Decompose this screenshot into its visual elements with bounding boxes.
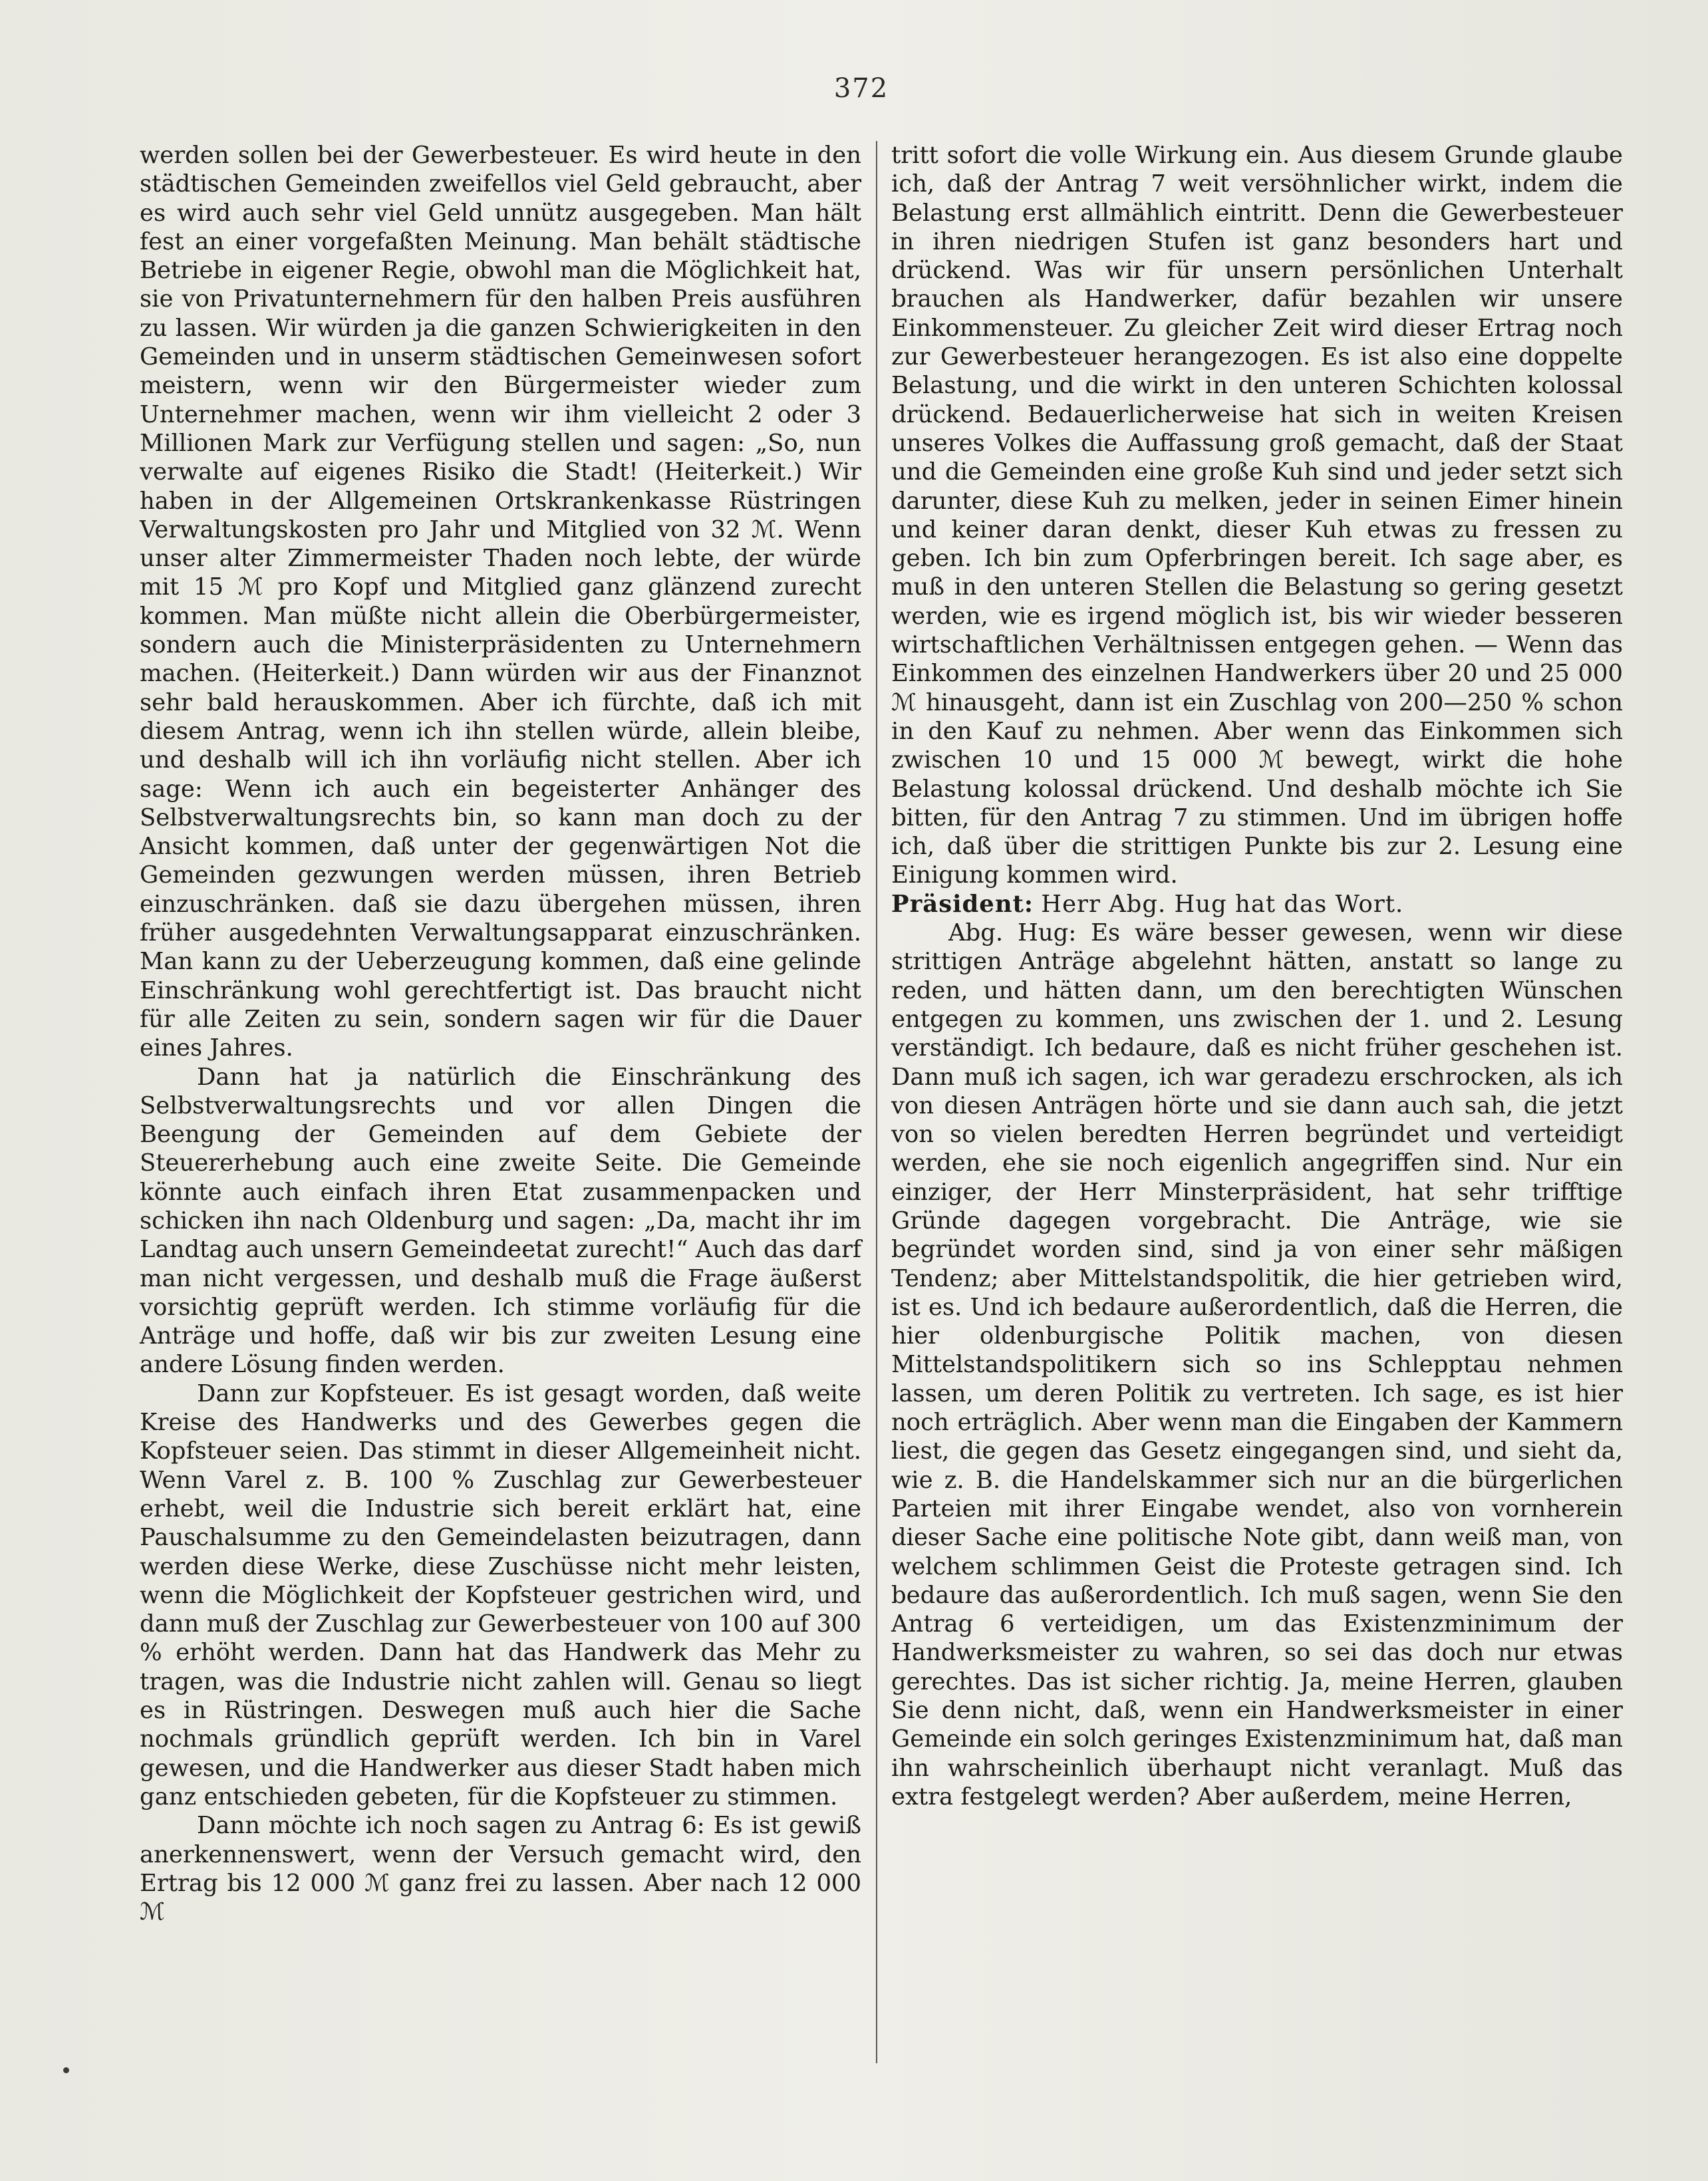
speaker-label: Präsident:	[891, 890, 1034, 918]
paragraph: Dann möchte ich noch sagen zu Antrag 6: Es ist gewiß anerkennenswert, wenn der Versuch gemacht wird, den Ertrag bis 12 000 ℳ ganz frei zu lassen. Aber nach 12 000 ℳ	[140, 1812, 861, 1926]
paragraph: Dann hat ja natürlich die Einschränkung des Selbstverwaltungsrechts und vor allen Dingen die Beengung der Gemeinden auf dem Gebiete der Steuererhebung auch eine zweite Seite. Die Gemeinde könnte auch einfach ihren Etat zusammenpacken und schicken ihn nach Oldenburg und sagen: „Da, macht ihr im Landtag auch unsern Gemeindeetat zurecht!“ Auch das darf man nicht vergessen, und deshalb muß die Frage äußerst vorsichtig geprüft werden. Ich stimme vorläufig für die Anträge und hoffe, daß wir bis zur zweiten Lesung eine andere Lösung finden werden.	[140, 1063, 861, 1379]
page-number: 372	[833, 73, 889, 104]
paragraph: tritt sofort die volle Wirkung ein. Aus diesem Grunde glaube ich, daß der Antrag 7 weit versöhnlicher wirkt, indem die Belastung erst allmählich eintritt. Denn die Gewerbesteuer in ihren niedrigen Stufen ist ganz besonders hart und drückend. Was wir für unsern persönlichen Unterhalt brauchen als Handwerker, dafür bezahlen wir unsere Einkommensteuer. Zu gleicher Zeit wird dieser Ertrag noch zur Gewerbesteuer herangezogen. Es ist also eine doppelte Belastung, und die wirkt in den unteren Schichten kolossal drückend. Bedauerlicherweise hat sich in weiten Kreisen unseres Volkes die Auffassung groß gemacht, daß der Staat und die Gemeinden eine große Kuh sind und jeder setzt sich darunter, diese Kuh zu melken, jeder in seinen Eimer hinein und keiner daran denkt, dieser Kuh etwas zu fressen zu geben. Ich bin zum Opferbringen bereit. Ich sage aber, es muß in den unteren Stellen die Belastung so gering gesetzt werden, wie es irgend möglich ist, bis wir wieder besseren wirtschaftlichen Verhältnissen entgegen gehen. — Wenn das Einkommen des einzelnen Handwerkers über 20 und 25 000 ℳ hinausgeht, dann ist ein Zuschlag von 200—250 % schon in den Kauf zu nehmen. Aber wenn das Einkommen sich zwischen 10 und 15 000 ℳ bewegt, wirkt die hohe Belastung kolossal drückend. Und deshalb möchte ich Sie bitten, für den Antrag 7 zu stimmen. Und im übrigen hoffe ich, daß über die strittigen Punkte bis zur 2. Lesung eine Einigung kommen wird.	[891, 142, 1623, 889]
right-column	[891, 141, 1623, 1811]
paragraph: werden sollen bei der Gewerbesteuer. Es wird heute in den städtischen Gemeinden zweifellos viel Geld gebraucht, aber es wird auch sehr viel Geld unnütz ausgegeben. Man hält fest an einer vorgefaßten Meinung. Man behält städtische Betriebe in eigener Regie, obwohl man die Möglichkeit hat, sie von Privatunternehmern für den halben Preis ausführen zu lassen. Wir würden ja die ganzen Schwierigkeiten in den Gemeinden und in unserm städtischen Gemeinwesen sofort meistern, wenn wir den Bürgermeister wieder zum Unternehmer machen, wenn wir ihm vielleicht 2 oder 3 Millionen Mark zur Verfügung stellen und sagen: „So, nun verwalte auf eigenes Risiko die Stadt! (Heiterkeit.) Wir haben in der Allgemeinen Ortskrankenkasse Rüstringen Verwaltungskosten pro Jahr und Mitglied von 32 ℳ. Wenn unser alter Zimmermeister Thaden noch lebte, der würde mit 15 ℳ pro Kopf und Mitglied ganz glänzend zurecht kommen. Man müßte nicht allein die Oberbürgermeister, sondern auch die Ministerpräsidenten zu Unternehmern machen. (Heiterkeit.) Dann würden wir aus der Finanznot sehr bald herauskommen. Aber ich fürchte, daß ich mit diesem Antrag, wenn ich ihn stellen würde, allein bleibe, und deshalb will ich ihn vorläufig nicht stellen. Aber ich sage: Wenn ich auch ein begeisterter Anhänger des Selbstverwaltungsrechts bin, so kann man doch zu der Ansicht kommen, daß unter der gegenwärtigen Not die Gemeinden gezwungen werden müssen, ihren Betrieb einzuschränken. daß sie dazu übergehen müssen, ihren früher ausgedehnten Verwaltungsapparat einzuschränken. Man kann zu der Ueberzeugung kommen, daß eine gelinde Einschränkung wohl gerechtfertigt ist. Das braucht nicht für alle Zeiten zu sein, sondern sagen wir für die Dauer eines Jahres.	[140, 142, 861, 1062]
speaker-text: Herr Abg. Hug hat das Wort.	[1041, 890, 1404, 918]
ink-speck	[63, 2067, 69, 2073]
column-divider	[876, 141, 877, 2063]
president-statement	[891, 890, 1623, 919]
paragraph: Abg. Hug: Es wäre besser gewesen, wenn wir diese strittigen Anträge abgelehnt hätten, anstatt so lange zu reden, und hätten dann, um den berechtigten Wünschen entgegen zu kommen, uns zwischen der 1. und 2. Lesung verständigt. Ich bedaure, daß es nicht früher geschehen ist. Dann muß ich sagen, ich war geradezu erschrocken, als ich von diesen Anträgen hörte und sie dann auch sah, die jetzt von so vielen beredten Herren begründet und verteidigt werden, ehe sie noch eigenlich angegriffen sind. Nur ein einziger, der Herr Minsterpräsident, hat sehr trifftige Gründe dagegen vorgebracht. Die Anträge, wie sie begründet worden sind, sind ja von einer sehr mäßigen Tendenz; aber Mittelstandspolitik, die hier getrieben wird, ist es. Und ich bedaure außerordentlich, daß die Herren, die hier oldenburgische Politik machen, von diesen Mittelstandspolitikern sich so ins Schlepptau nehmen lassen, um deren Politik zu vertreten. Ich sage, es ist hier noch erträglich. Aber wenn man die Eingaben der Kammern liest, die gegen das Gesetz eingegangen sind, und sieht da, wie z. B. die Handelskammer sich nur an die bürgerlichen Parteien mit ihrer Eingabe wendet, also von vornherein dieser Sache eine politische Note gibt, dann weiß man, von welchem schlimmen Geist die Proteste getragen sind. Ich bedaure das außerordentlich. Ich muß sagen, wenn Sie den Antrag 6 verteidigen, um das Existenzminimum der Handwerksmeister zu wahren, so sei das doch nur etwas gerechtes. Das ist sicher richtig. Ja, meine Herren, glauben Sie denn nicht, daß, wenn ein Handwerksmeister in einer Gemeinde ein solch geringes Existenzminimum hat, daß man ihn wahrscheinlich überhaupt nicht veranlagt. Muß das extra festgelegt werden? Aber außerdem, meine Herren,	[891, 919, 1624, 1811]
left-column	[140, 141, 861, 1926]
paragraph: Dann zur Kopfsteuer. Es ist gesagt worden, daß weite Kreise des Handwerks und des Gewerbes gegen die Kopfsteuer seien. Das stimmt in dieser Allgemeinheit nicht. Wenn Varel z. B. 100 % Zuschlag zur Gewerbesteuer erhebt, weil die Industrie sich bereit erklärt hat, eine Pauschalsumme zu den Gemeindelasten beizutragen, dann werden diese Werke, diese Zuschüsse nicht mehr leisten, wenn die Möglichkeit der Kopfsteuer gestrichen wird, und dann muß der Zuschlag zur Gewerbesteuer von 100 auf 300 % erhöht werden. Dann hat das Handwerk das Mehr zu tragen, was die Industrie nicht zahlen will. Genau so liegt es in Rüstringen. Deswegen muß auch hier die Sache nochmals gründlich geprüft werden. Ich bin in Varel gewesen, und die Handwerker aus dieser Stadt haben mich ganz entschieden gebeten, für die Kopfsteuer zu stimmen.	[140, 1380, 861, 1811]
